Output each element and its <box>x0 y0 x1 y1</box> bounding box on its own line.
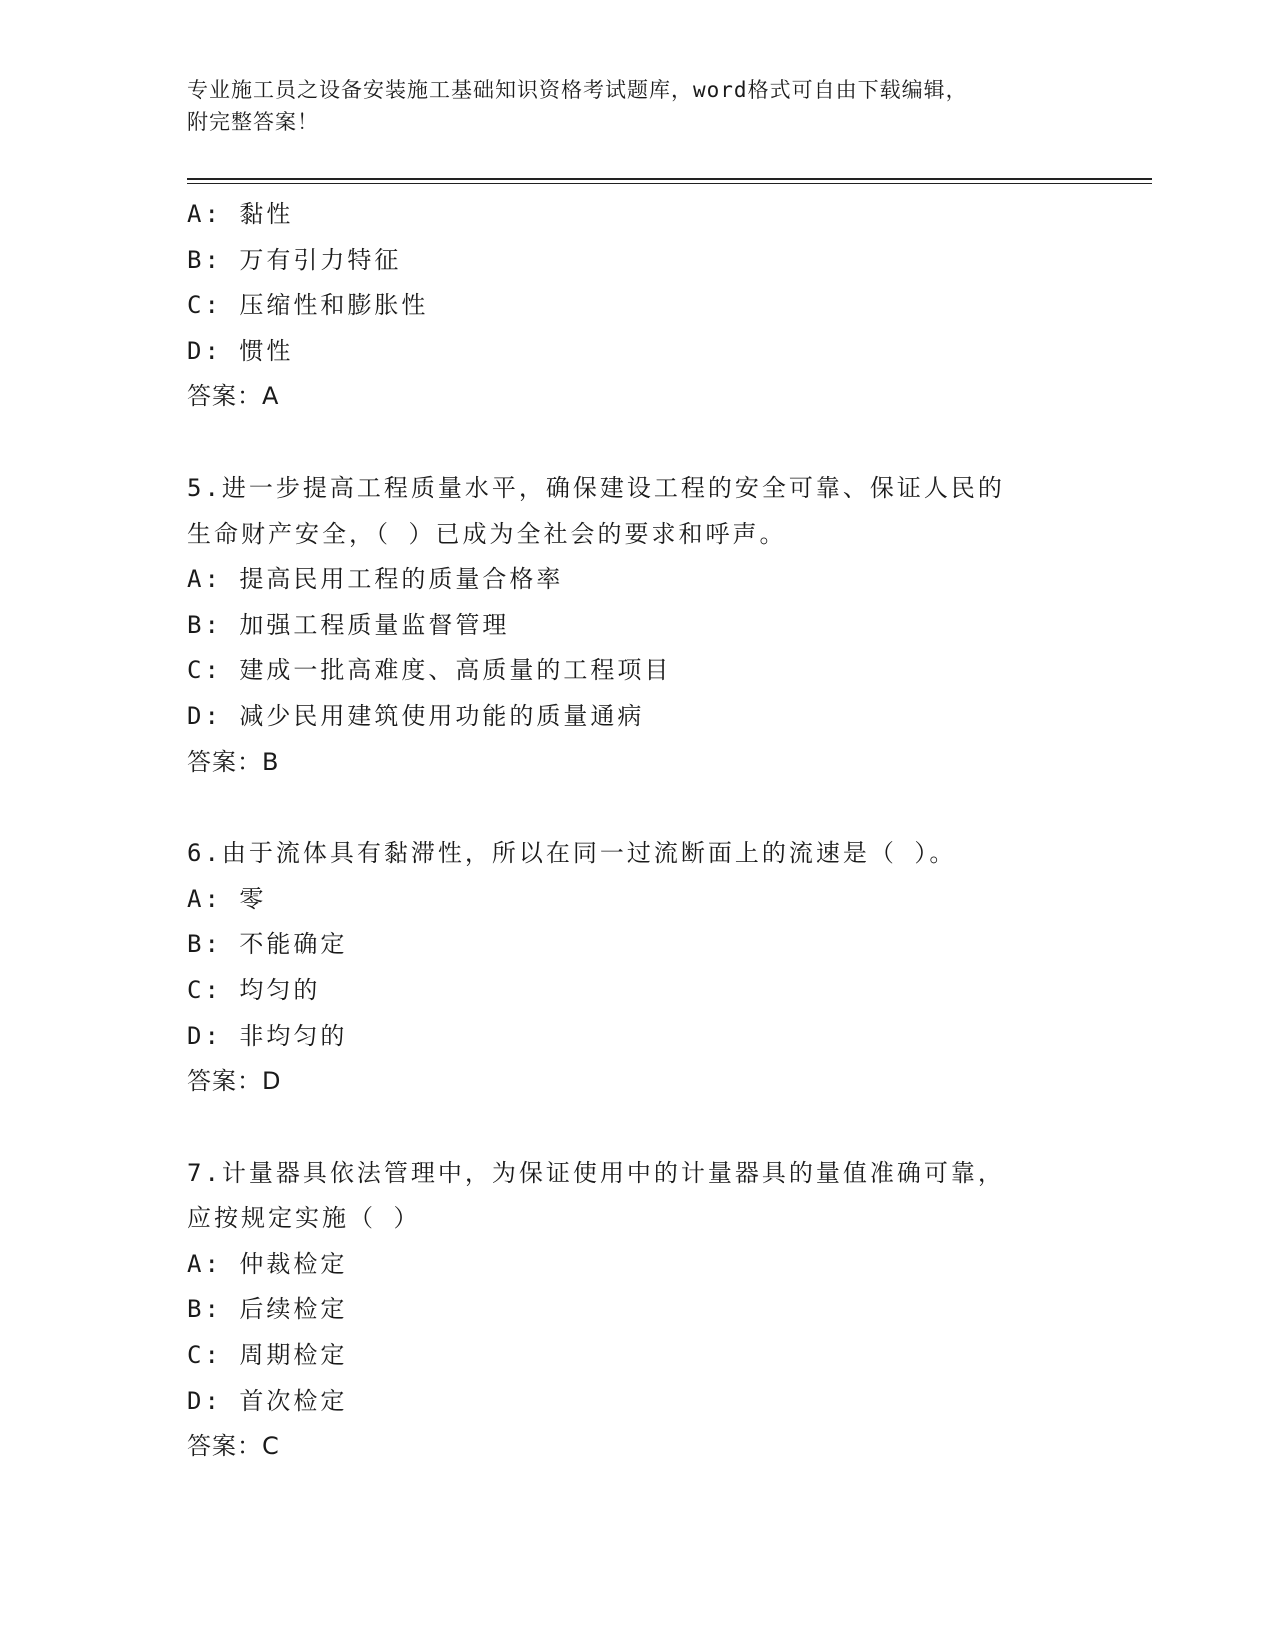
question-5 <box>187 466 1152 785</box>
option-d: D: 减少民用建筑使用功能的质量通病 <box>187 701 645 730</box>
question-6 <box>187 831 1152 1105</box>
question-list <box>187 192 1152 1470</box>
header-title-line1: 专业施工员之设备安装施工基础知识资格考试题库，word格式可自由下载编辑， <box>187 78 968 102</box>
option-c: C: 压缩性和膨胀性 <box>187 291 429 320</box>
option-a: A: 仲裁检定 <box>187 1249 348 1278</box>
answer: 答案：A <box>187 382 280 411</box>
question-7 <box>187 1151 1152 1470</box>
option-d: D: 非均匀的 <box>187 1021 348 1050</box>
question-4 <box>187 192 1152 420</box>
option-d: D: 惯性 <box>187 336 294 365</box>
question-stem: 6.由于流体具有黏滞性，所以在同一过流断面上的流速是（ ）。 <box>187 839 957 868</box>
answer: 答案：B <box>187 747 280 776</box>
answer: 答案：D <box>187 1067 282 1096</box>
option-c: C: 周期检定 <box>187 1341 348 1370</box>
question-stem: 7.计量器具依法管理中，为保证使用中的计量器具的量值准确可靠， <box>187 1158 1005 1187</box>
document-header <box>187 74 1087 138</box>
header-rule-thin <box>187 183 1152 184</box>
question-stem-cont: 生命财产安全，（ ）已成为全社会的要求和呼声。 <box>187 519 787 548</box>
option-b: B: 后续检定 <box>187 1295 348 1324</box>
header-title-line2: 附完整答案！ <box>187 110 319 134</box>
option-d: D: 首次检定 <box>187 1386 348 1415</box>
header-rule-thick <box>187 178 1152 180</box>
option-b: B: 加强工程质量监督管理 <box>187 610 510 639</box>
option-a: A: 黏性 <box>187 200 294 228</box>
question-stem-cont: 应按规定实施（ ） <box>187 1204 421 1233</box>
option-c: C: 建成一批高难度、高质量的工程项目 <box>187 656 672 685</box>
option-a: A: 提高民用工程的质量合格率 <box>187 565 564 594</box>
option-b: B: 不能确定 <box>187 930 348 959</box>
option-b: B: 万有引力特征 <box>187 245 402 274</box>
option-c: C: 均匀的 <box>187 975 321 1004</box>
answer: 答案：C <box>187 1432 280 1461</box>
question-stem: 5.进一步提高工程质量水平，确保建设工程的安全可靠、保证人民的 <box>187 473 1005 502</box>
option-a: A: 零 <box>187 884 267 913</box>
